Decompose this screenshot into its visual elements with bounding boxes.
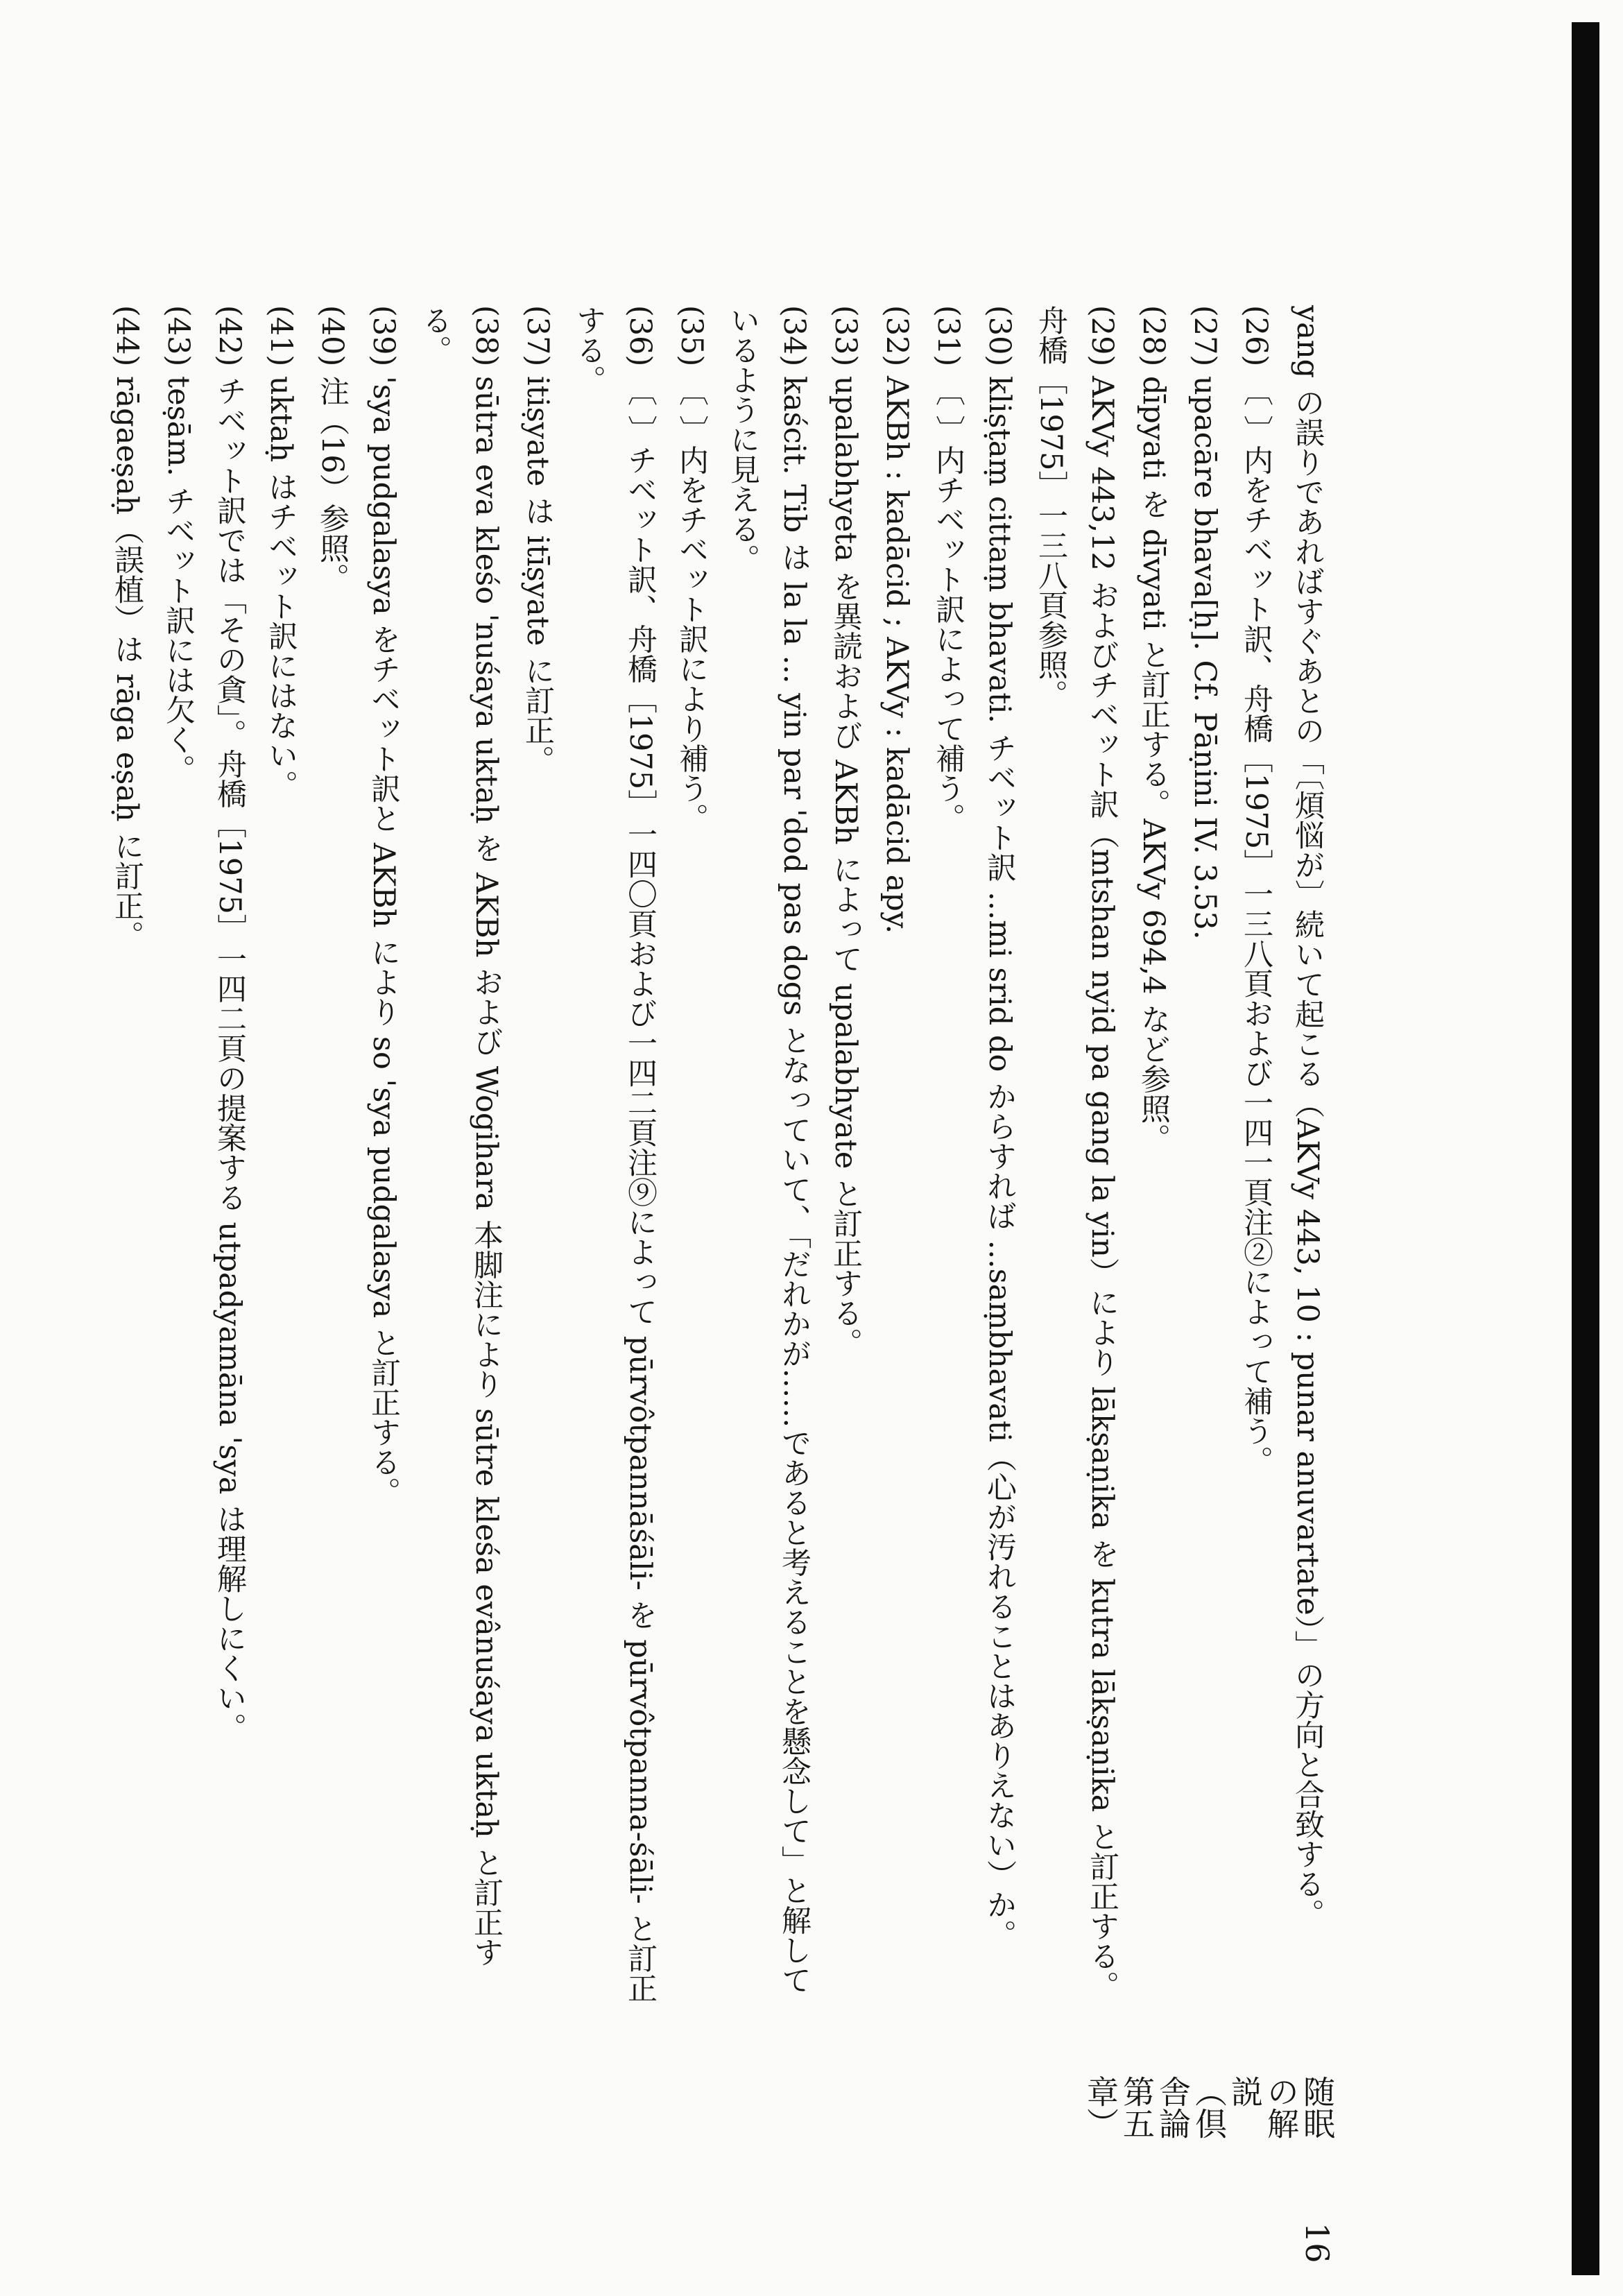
note-number: (38): [469, 305, 504, 367]
note-31: [922, 305, 974, 2012]
note-text: 〔 〕チベット訳、舟橋［1975］一四〇頁および一四二頁注⑨によって pūrvôtpannāśāli- を pūrvôtpanna-śāli- と訂正する。: [572, 305, 658, 2003]
note-29: [1025, 305, 1128, 2012]
note-35: [666, 305, 717, 2012]
note-number: (28): [1136, 305, 1171, 367]
note-number: (37): [520, 305, 555, 367]
note-number: (26): [1239, 305, 1273, 367]
note-36: [563, 305, 666, 2012]
note-number: (40): [315, 305, 350, 367]
note-text: 〔 〕内をチベット訳により補う。: [674, 375, 709, 833]
note-text: AKVy 443,12 およびチベット訳（mtshan nyid pa gang la yin）により lākṣaṇika を kutra lākṣaṇika と訂正する。舟橋［1975］一三八頁参照。: [1033, 305, 1119, 2001]
note-30: [974, 305, 1025, 2012]
note-text: teṣām. チベット訳には欠く。: [161, 375, 196, 785]
note-text: kliṣṭaṃ cittaṃ bhavati. チベット訳 ...mi srid do からすれば ...saṃbhavati（心が汚れることはありえない）か。: [982, 375, 1017, 1950]
note-text: 〔 〕内チベット訳によって補う。: [931, 375, 965, 833]
note-text: チベット訳では「その貪」。舟橋［1975］一四二頁の提案する utpadyamāna 'sya は理解しにくい。: [212, 375, 247, 1743]
note-number: (27): [1187, 305, 1222, 367]
note-37: [512, 305, 563, 2012]
scan-edge-bar: [1572, 22, 1599, 2275]
note-44: [101, 305, 153, 2012]
page-number: 16: [1298, 2222, 1336, 2263]
note-34: [717, 305, 820, 2012]
note-text: 注（16）参照。: [315, 375, 350, 593]
note-text: dīpyati を dīvyati と訂正する。AKVy 694,4 など参照。: [1136, 375, 1171, 1154]
note-28: [1128, 305, 1179, 2012]
note-number: (43): [161, 305, 196, 367]
note-42: [204, 305, 255, 2012]
note-text: AKBh : kadācid ; AKVy : kadācid apy.: [879, 375, 914, 934]
endnotes-column: [110, 305, 1333, 2012]
note-text: rāgaeṣaḥ（誤植）は rāga eṣaḥ に訂正。: [110, 375, 144, 951]
note-number: (39): [366, 305, 401, 367]
note-40: [307, 305, 358, 2012]
page-header: [850, 2075, 1336, 2263]
note-text: kaścit. Tib は la la ... yin par 'dod pas dogs となっていて、「だれかが……であると考えることを懸念して」と解しているように見える。: [725, 305, 812, 1995]
note-text: 〔 〕内をチベット訳、舟橋［1975］一三八頁および一四一頁注②によって補う。: [1239, 375, 1273, 1476]
note-26: [1230, 305, 1282, 2012]
note-number: (29): [1085, 305, 1119, 367]
note-33: [820, 305, 871, 2012]
note-number: (41): [264, 305, 298, 367]
note-number: (33): [828, 305, 863, 367]
note-number: (35): [674, 305, 709, 367]
note-text: uktaḥ はチベット訳にはない。: [264, 375, 298, 800]
note-text: itiṣyate は itīṣyate に訂正。: [520, 375, 555, 775]
running-title: 随眠の解説（倶舎論第五章）: [1082, 2075, 1336, 2139]
note-number: (42): [212, 305, 247, 367]
note-text: sūtra eva kleśo 'nuśaya uktaḥ を AKBh および Wogihara 本脚注により sūtre kleśa evânuśaya uktaḥ と訂正する。: [418, 305, 504, 1967]
note-27: [1179, 305, 1230, 2012]
note-39: [358, 305, 409, 2012]
note-continuation: [1282, 305, 1333, 2012]
note-text: upacāre bhava[ḥ]. Cf. Pāṇini IV. 3.53.: [1187, 375, 1222, 940]
note-43: [153, 305, 204, 2012]
note-number: (44): [110, 305, 144, 367]
note-32: [871, 305, 922, 2012]
note-number: (36): [623, 305, 658, 367]
note-38: [409, 305, 512, 2012]
note-number: (30): [982, 305, 1017, 367]
note-number: (31): [931, 305, 965, 367]
note-number: (34): [777, 305, 812, 367]
note-41: [255, 305, 307, 2012]
note-text: 'sya pudgalasya をチベット訳と AKBh により so 'sya pudgalasya と訂正する。: [366, 375, 401, 1507]
note-text: yang の誤りであればすぐあとの「〔煩悩が〕続いて起こる（AKVy 443, 10 : punar anuvartate）」の方向と合致する。: [1290, 305, 1325, 1929]
note-number: (32): [879, 305, 914, 367]
note-text: upalabhyeta を異読および AKBh によって upalabhyate と訂正する。: [828, 375, 863, 1358]
